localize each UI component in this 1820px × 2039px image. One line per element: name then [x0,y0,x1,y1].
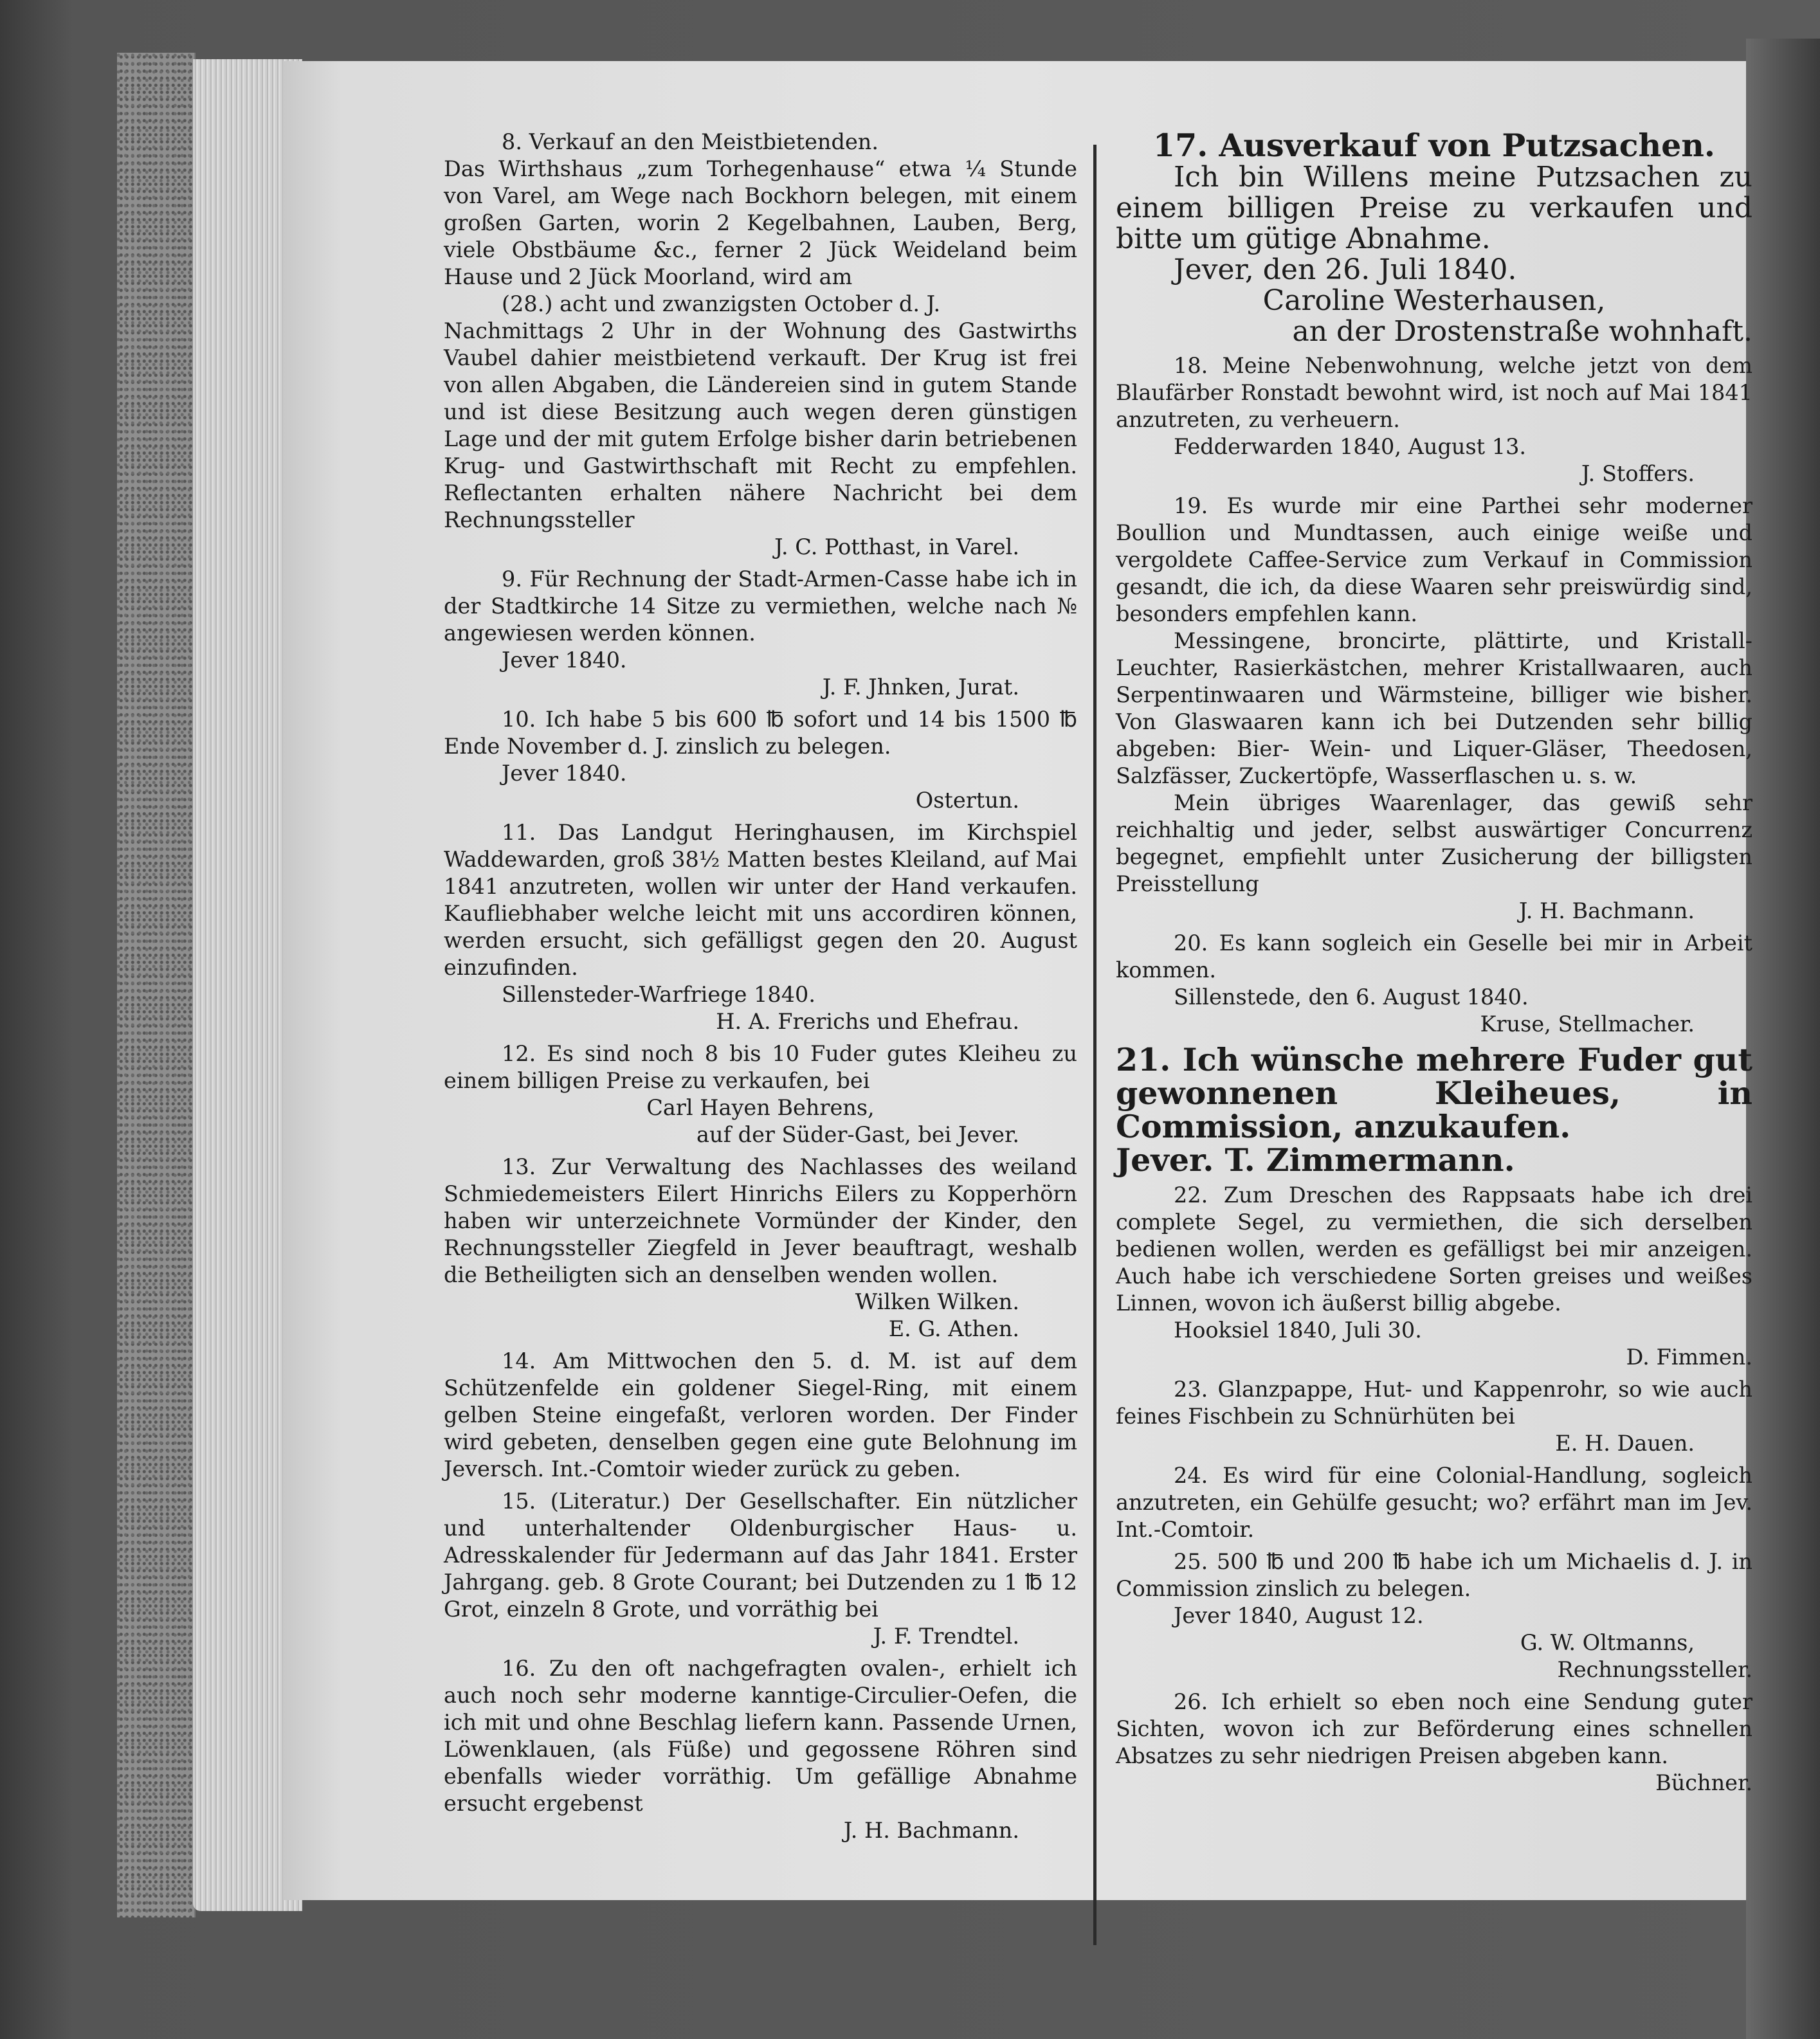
advertisement-25 [1116,1548,1752,1689]
ad-text-line: Jever, den 26. Juli 1840. [1174,253,1517,286]
ad-text-line: 24. Es wird für eine Colonial-Handlung, sogleich anzutreten, ein Gehülfe gesucht; wo? erfährt man im Jev. Int.-Comtoir. [1116,1463,1752,1542]
column-divider [1093,145,1097,1945]
ad-text-line: J. F. Jhnken, Jurat. [822,675,1019,700]
ad-text-line: an der Drostenstraße wohnhaft. [1292,315,1752,348]
advertisement-22 [1116,1182,1752,1376]
ad-spacer [1116,1371,1752,1376]
ad-text-line: 18. Meine Nebenwohnung, welche jetzt von dem Blaufärber Ronstadt bewohnt wird, ist noch auf Mai 1841 anzutreten, zu verheuern. [1116,353,1752,432]
ad-text-line: (28.) acht und zwanzigsten October d. J. [502,291,941,316]
advertisement-10 [444,706,1077,819]
advertisement-16 [444,1655,1077,1849]
ad-text-line: 21. Ich wünsche mehrere Fuder gut gewonnenen Kleiheues, in Commission, anzukaufen. [1116,1041,1752,1145]
advertisement-18 [1116,352,1752,493]
ad-text-line: Caroline Westerhausen, [1262,284,1606,317]
ad-text-line: 15. (Literatur.) Der Gesellschafter. Ein nützlicher und unterhaltender Oldenburgischer Haus- u. Adresskalender für Jedermann auf das Jahr 1841. Erster Jahrgang. geb. 8 Grote Courant; bei Dutzenden zu 1 ℔ 12 Grot, einzeln 8 Grote, und vorräthig bei [444,1489,1077,1622]
ad-text-line: J. F. Trendtel. [873,1624,1019,1649]
ad-spacer [444,814,1077,819]
ad-text-line: 11. Das Landgut Heringhausen, im Kirchspiel Waddewarden, groß 38½ Matten bestes Kleiland, auf Mai 1841 anzutreten, wollen wir unter der Hand verkaufen. Kaufliebhaber welche leicht mit uns accordiren können, werden ersucht, sich gefälligst gegen den 20. August einzufinden. [444,820,1077,980]
advertisement-24 [1116,1462,1752,1548]
ad-spacer [444,1483,1077,1488]
advertisement-8 [444,129,1077,566]
left-column [444,129,1077,1849]
advertisement-12 [444,1040,1077,1154]
ad-text-line: 17. Ausverkauf von Putzsachen. [1153,127,1715,164]
ad-text-line: 12. Es sind noch 8 bis 10 Fuder gutes Kleiheu zu einem billigen Preise zu verkaufen, bei [444,1041,1077,1093]
advertisement-9 [444,566,1077,706]
scanner-right-border [1746,39,1820,2039]
ad-spacer [444,1148,1077,1154]
ad-text-line: 9. Für Rechnung der Stadt-Armen-Casse habe ich in der Stadtkirche 14 Sitze zu vermiethen, welche nach № angewiesen werden können. [444,566,1077,646]
ad-text-line: Büchner. [1655,1770,1752,1795]
ad-text-line: G. W. Oltmanns, [1520,1630,1695,1655]
ad-spacer [444,561,1077,566]
ad-text-line: Mein übriges Waarenlager, das gewiß sehr reichhaltig und jeder, selbst auswärtiger Concurrenz begegnet, empfiehlt unter Zusicherung der billigsten Preisstellung [1116,790,1752,896]
ad-text-line: Nachmittags 2 Uhr in der Wohnung des Gastwirths Vaubel dahier meistbietend verkauft. Der Krug ist frei von allen Abgaben, die Ländereien sind in gutem Stande und ist diese Besitzung auch wegen deren günstigen Lage und der mit gutem Erfolge bisher darin betriebenen Krug- und Gastwirthschaft mit Recht zu empfehlen. Reflectanten erhalten nähere Nachricht bei dem Rechnungssteller [444,318,1077,532]
ad-text-line: Jever. T. Zimmermann. [1116,1141,1515,1179]
ad-text-line: Das Wirthshaus „zum Torhegenhause“ etwa ¼ Stunde von Varel, am Wege nach Bockhorn belegen, mit einem großen Garten, worin 2 Kegelbahnen, Lauben, Berg, viele Obstbäume &c., ferner 2 Jück Weideland beim Hause und 2 Jück Moorland, wird am [444,156,1077,289]
ad-text-line: 20. Es kann sogleich ein Geselle bei mir in Arbeit kommen. [1116,930,1752,983]
ad-text-line: 13. Zur Verwaltung des Nachlasses des weiland Schmiedemeisters Eilert Hinrichs Eilers zu Kopperhörn haben wir unterzeichnete Vormünder der Kinder, den Rechnungssteller Ziegfeld in Jever beauftragt, weshalb die Betheiligten sich an denselben wenden wollen. [444,1154,1077,1287]
ad-spacer [1116,487,1752,493]
ad-text-line: 16. Zu den oft nachgefragten ovalen-, erhielt ich auch noch sehr moderne kanntige-Circulier-Oefen, die ich mit und ohne Beschlag liefern kann. Passende Urnen, Löwenklauen, (als Füße) und gegossene Röhren sind ebenfalls wieder vorräthig. Um gefällige Abnahme ersucht ergebenst [444,1656,1077,1816]
ad-spacer [1116,1543,1752,1548]
ad-text-line: Jever 1840. [502,761,627,786]
advertisement-20 [1116,930,1752,1043]
ad-text-line: Kruse, Stellmacher. [1480,1011,1695,1037]
ad-text-line: 14. Am Mittwochen den 5. d. M. ist auf dem Schützenfelde ein goldener Siegel-Ring, mit einem gelben Steine eingefaßt, verloren worden. Der Finder wird gebeten, denselben gegen eine gute Belohnung im Jeversch. Int.-Comtoir wieder zurück zu geben. [444,1348,1077,1482]
advertisement-17 [1116,129,1752,352]
advertisement-15 [444,1488,1077,1655]
ad-text-line: 8. Verkauf an den Meistbietenden. [502,129,878,154]
ad-text-line: Jever 1840, August 12. [1174,1603,1424,1628]
advertisement-11 [444,819,1077,1040]
ad-text-line: Hooksiel 1840, Juli 30. [1174,1318,1422,1343]
ad-spacer [444,1035,1077,1040]
ad-text-line: Sillenstede, den 6. August 1840. [1174,984,1529,1010]
ad-spacer [444,1650,1077,1655]
ad-text-line: E. H. Dauen. [1555,1431,1695,1456]
ad-spacer [1116,925,1752,930]
ad-text-line: Wilken Wilken. [855,1289,1019,1314]
ad-text-line: Sillensteder-Warfriege 1840. [502,982,816,1007]
ad-text-line: Ostertun. [915,788,1019,813]
ad-text-line: J. H. Bachmann. [1518,898,1695,923]
ad-text-line: Rechnungssteller. [1557,1657,1752,1682]
ad-text-line: E. G. Athen. [888,1316,1019,1341]
ad-spacer [444,701,1077,706]
ad-text-line: D. Fimmen. [1626,1345,1752,1370]
ad-spacer [1116,1797,1752,1802]
ad-text-line: Ich bin Willens meine Putzsachen zu einem billigen Preise zu verkaufen und bitte um gütige Abnahme. [1116,161,1752,255]
ad-text-line: Jever 1840. [502,648,627,673]
ad-spacer [444,1343,1077,1348]
ad-text-line: J. Stoffers. [1581,461,1695,486]
ad-text-line: 25. 500 ℔ und 200 ℔ habe ich um Michaelis d. J. in Commission zinslich zu belegen. [1116,1549,1752,1601]
ad-text-line: H. A. Frerichs und Ehefrau. [716,1009,1019,1034]
ad-text-line: 22. Zum Dreschen des Rappsaats habe ich drei complete Segel, zu vermiethen, die sich derselben bedienen wollen, werden es gefälligst bei mir anzeigen. Auch habe ich verschiedene Sorten greises und weißes Linnen, wovon ich äußerst billig abgebe. [1116,1183,1752,1316]
ad-text-line: J. C. Potthast, in Varel. [774,534,1019,559]
ad-spacer [1116,1683,1752,1689]
ad-text-line: 26. Ich erhielt so eben noch eine Sendung guter Sichten, wovon ich zur Beförderung eines schnellen Absatzes zu sehr niedrigen Preisen abgeben kann. [1116,1689,1752,1768]
ad-text-line: auf der Süder-Gast, bei Jever. [696,1122,1019,1147]
ad-text-line: 10. Ich habe 5 bis 600 ℔ sofort und 14 bis 1500 ℔ Ende November d. J. zinslich zu belegen. [444,707,1077,759]
book-cover-edge [117,53,196,1917]
ad-text-line: 23. Glanzpappe, Hut- und Kappenrohr, so wie auch feines Fischbein zu Schnürhüten bei [1116,1377,1752,1429]
advertisement-26 [1116,1689,1752,1802]
ad-spacer [1116,1457,1752,1462]
ad-text-line: J. H. Bachmann. [843,1818,1019,1843]
advertisement-14 [444,1348,1077,1488]
right-column [1116,129,1752,1802]
ad-spacer [1116,347,1752,352]
advertisement-21 [1116,1043,1752,1182]
advertisement-19 [1116,493,1752,930]
ad-text-line: Fedderwarden 1840, August 13. [1174,434,1527,459]
ad-text-line: Messingene, broncirte, plättirte, und Kristall-Leuchter, Rasierkästchen, mehrer Kristallwaaren, auch Serpentinwaaren und Wärmsteine, billiger wie bisher. Von Glaswaaren kann ich bei Dutzenden sehr billig abgeben: Bier- Wein- und Liquer-Gläser, Theedosen, Salzfässer, Zuckertöpfe, Wasserflaschen u. s. w. [1116,628,1752,788]
ad-spacer [444,1844,1077,1849]
advertisement-23 [1116,1376,1752,1462]
advertisement-13 [444,1154,1077,1348]
ad-text-line: Carl Hayen Behrens, [646,1095,875,1120]
ad-text-line: 19. Es wurde mir eine Parthei sehr moderner Boullion und Mundtassen, auch einige weiße und vergoldete Caffee-Service zum Verkauf in Commission gesandt, die ich, da diese Waaren sehr preiswürdig sind, besonders empfehlen kann. [1116,493,1752,626]
